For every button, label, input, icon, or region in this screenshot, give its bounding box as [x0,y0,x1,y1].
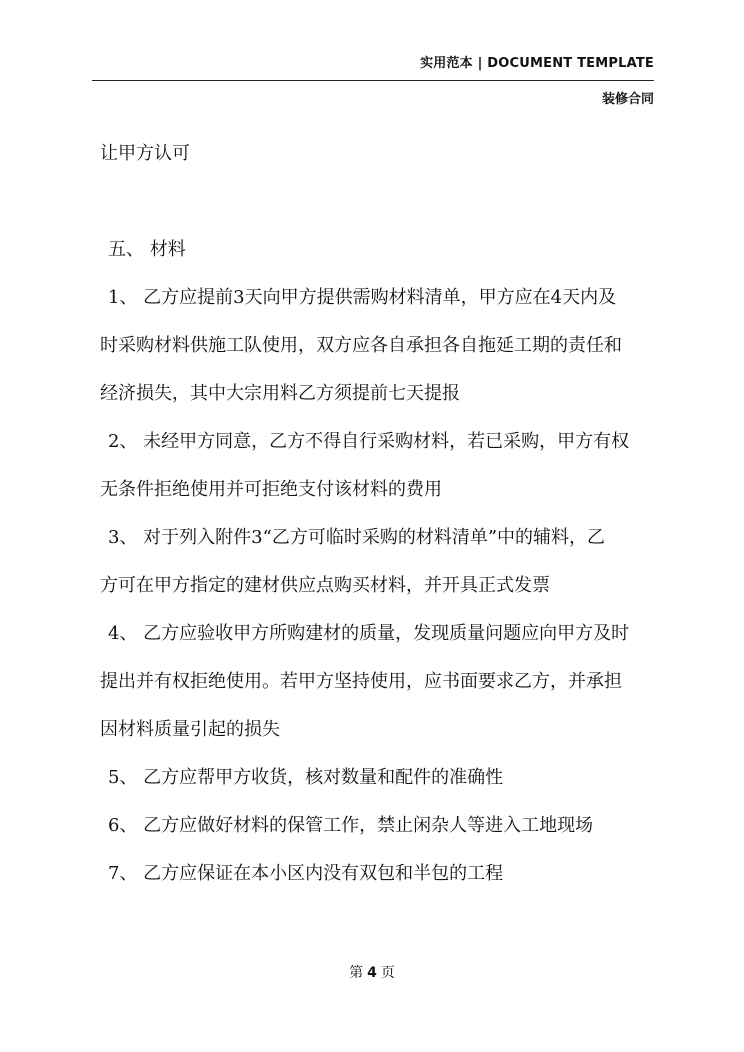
text-line: 方可在甲方指定的建材供应点购买材料，并开具正式发票 [100,575,550,596]
page-suffix: 页 [380,965,395,981]
header-divider [92,80,654,81]
text-line: 时采购材料供施工队使用，双方应各自承担各自拖延工期的责任和 [100,335,622,356]
clause-7: 7、 乙方应保证在本小区内没有双包和半包的工程 [108,863,504,884]
page-footer [0,962,744,982]
document-body [100,130,660,898]
text-line: 无条件拒绝使用并可拒绝支付该材料的费用 [100,479,442,500]
section-heading: 五、 材料 [108,239,186,260]
text-line: 因材料质量引起的损失 [100,719,280,740]
text-line: 经济损失，其中大宗用料乙方须提前七天提报 [100,383,460,404]
text-line: 提出并有权拒绝使用。若甲方坚持使用，应书面要求乙方，并承担 [100,671,622,692]
spacer [100,178,660,226]
text-line: 让甲方认可 [100,143,190,164]
clause-6: 6、 乙方应做好材料的保管工作，禁止闲杂人等进入工地现场 [108,815,594,836]
header-title: 实用范本 | DOCUMENT TEMPLATE [420,56,654,71]
clause-1: 1、 乙方应提前3天向甲方提供需购材料清单，甲方应在4天内及 [108,287,617,308]
page-prefix: 第 [349,965,364,981]
clause-3: 3、 对于列入附件3“乙方可临时采购的材料清单”中的辅料，乙 [108,527,606,548]
header-subtitle: 装修合同 [601,92,654,107]
clause-4: 4、 乙方应验收甲方所购建材的质量，发现质量问题应向甲方及时 [108,623,630,644]
page-number: 4 [367,965,377,981]
clause-5: 5、 乙方应帮甲方收货，核对数量和配件的准确性 [108,767,504,788]
clause-2: 2、 未经甲方同意，乙方不得自行采购材料，若已采购，甲方有权 [108,431,630,452]
